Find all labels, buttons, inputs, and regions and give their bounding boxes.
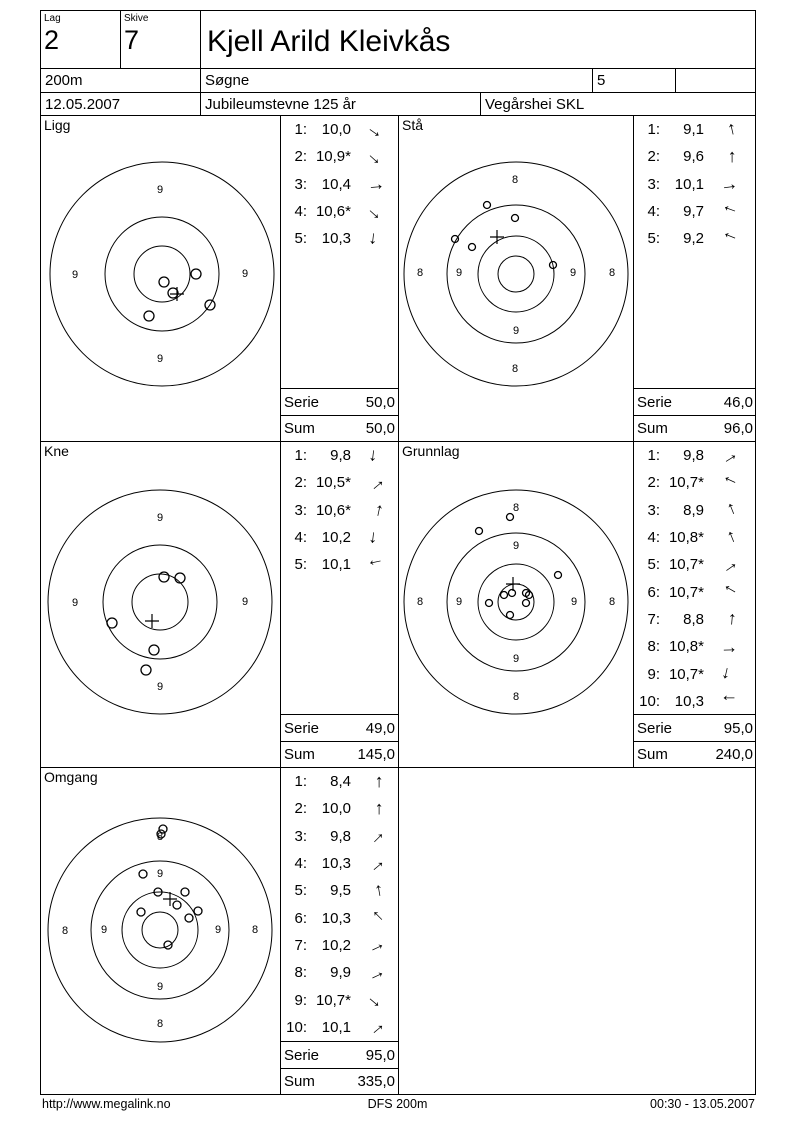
shooter-name: Kjell Arild Kleivkås [207,25,451,58]
shot-value: 10,4 [321,175,351,193]
ring-label: 9 [241,596,249,608]
sum-row [281,1068,398,1094]
serie-value: 95,0 [365,1046,395,1064]
shot-direction-arrow-icon: → [362,143,390,171]
target-cell [399,116,634,442]
ring-label: 9 [241,268,249,280]
shot-hole [484,202,491,209]
score-cell [281,768,399,1094]
score-row [634,551,756,578]
shot-value: 10,6* [315,501,351,519]
ring-label: 9 [71,597,79,609]
shot-hole [476,528,483,535]
shot-number: 5: [294,556,307,574]
shot-hole [137,908,145,916]
score-row [634,442,756,469]
shot-hole [181,888,189,896]
footer-url: http://www.megalink.no [42,1097,171,1111]
shot-number: 10: [286,1018,307,1036]
shot-hole [507,514,514,521]
score-row [634,633,756,660]
shot-value: 9,8 [330,827,351,845]
score-row [281,171,398,198]
ring-label: 8 [511,363,519,375]
shot-number: 1: [647,121,660,139]
shot-direction-arrow-icon: → [364,880,388,902]
serie-label: Serie [637,719,673,737]
target-diagram [399,116,634,442]
shot-hole [139,870,147,878]
score-row [634,578,756,605]
sum-row [634,415,756,441]
shot-number: 6: [647,583,660,601]
shot-direction-arrow-icon: → [716,442,742,469]
score-row [634,116,756,143]
shot-value: 10,1 [321,556,351,574]
score-row [634,143,756,170]
shot-direction-arrow-icon: → [362,198,390,225]
shot-direction-arrow-icon: → [719,147,739,166]
ring-label: 9 [156,681,164,693]
shot-number: 1: [294,121,307,139]
ring-label: 9 [455,596,463,608]
ring-label: 8 [511,174,519,186]
skive-label: Skive [124,13,149,24]
sum-value: 145,0 [357,746,395,763]
target-cell [41,116,281,442]
shot-hole [149,645,159,655]
shot-value: 9,5 [330,882,351,900]
score-list [281,116,398,389]
serie-label: Serie [284,1046,320,1064]
shot-direction-arrow-icon: → [717,118,741,141]
serie-row [281,714,398,741]
score-row [281,932,398,959]
shot-value: 10,3 [321,909,351,927]
shot-direction-arrow-icon: → [716,578,742,606]
score-row [281,877,398,904]
shot-number: 2: [647,474,660,492]
score-row [634,524,756,551]
score-cell [281,442,399,768]
score-row [281,225,398,252]
score-row [281,959,398,986]
sum-label: Sum [284,746,315,763]
shot-direction-arrow-icon: → [716,226,742,252]
ring-label: 9 [156,981,164,993]
score-row [281,116,398,143]
shot-direction-arrow-icon: → [364,228,388,249]
mean-point-cross [145,614,159,628]
panel-title: Ligg [44,117,71,133]
ring-label: 9 [156,184,164,196]
shot-direction-arrow-icon: → [366,799,386,818]
shot-value: 10,5* [315,474,351,492]
score-row [281,551,398,578]
shot-direction-arrow-icon: → [715,551,743,579]
shot-hole [194,907,202,915]
score-row [281,524,398,551]
shot-number: 4: [294,529,307,547]
shot-hole [175,573,185,583]
shot-number: 5: [294,882,307,900]
shot-number: 1: [647,447,660,465]
shot-direction-arrow-icon: → [716,498,742,523]
shot-number: 9: [647,665,660,683]
ring-label: 8 [156,831,164,843]
shot-value: 10,6* [315,203,351,221]
shot-number: 9: [294,991,307,1009]
sum-row [281,741,398,767]
shot-hole [191,269,201,279]
target-ring [91,861,229,999]
shot-value: 9,8 [330,447,351,465]
shot-number: 1: [294,773,307,791]
ring-label: 9 [570,596,578,608]
serie-row [281,1041,398,1068]
panel-title: Omgang [44,769,98,785]
target-cell [399,442,634,768]
shot-number: 6: [294,909,307,927]
shot-number: 2: [294,474,307,492]
shot-direction-arrow-icon: → [363,959,389,986]
shot-number: 2: [647,148,660,166]
shot-direction-arrow-icon: → [716,470,742,496]
target-ring [142,912,178,948]
ring-label: 8 [608,596,616,608]
score-cell [634,442,756,768]
panel-title: Kne [44,443,69,459]
ring-label: 8 [512,502,520,514]
ring-label: 9 [156,353,164,365]
ring-label: 9 [512,325,520,337]
serie-value: 49,0 [365,719,395,737]
serie-value: 50,0 [365,393,395,411]
shot-value: 10,7* [668,665,704,683]
target-ring [498,256,534,292]
lag-label: Lag [44,13,61,24]
shot-number: 10: [639,692,660,710]
sum-row [634,741,756,767]
shot-value: 9,8 [683,447,704,465]
score-row [281,1014,398,1041]
sum-label: Sum [284,420,315,437]
club-cell: Søgne [201,69,593,93]
score-row [281,497,398,524]
shot-value: 8,4 [330,773,351,791]
shot-hole [555,572,562,579]
score-row [281,850,398,877]
target-cell [41,442,281,768]
ring-label: 9 [569,267,577,279]
lag-value: 2 [44,25,60,55]
shot-direction-arrow-icon: → [364,527,388,548]
shot-value: 10,7* [315,991,351,1009]
date-cell: 12.05.2007 [41,93,201,116]
lag-cell [41,11,121,69]
shot-value: 10,8* [668,529,704,547]
shot-value: 10,3 [321,230,351,248]
shot-value: 9,6 [683,148,704,166]
shot-hole [501,592,508,599]
shot-value: 10,0 [321,800,351,818]
score-row [281,198,398,225]
empty-header-cell [676,69,756,93]
shot-number: 4: [294,203,307,221]
shot-hole [523,600,530,607]
target-ring [478,236,554,312]
sum-label: Sum [637,420,668,437]
shot-value: 10,7* [668,474,704,492]
shot-number: 8: [647,638,660,656]
score-row [634,606,756,633]
ring-label: 9 [71,269,79,281]
shot-hole [159,277,169,287]
score-list [634,116,756,389]
sum-value: 96,0 [723,420,753,437]
score-row [281,143,398,170]
shot-value: 10,7* [668,583,704,601]
shot-hole [507,612,514,619]
shot-direction-arrow-icon: → [720,691,738,712]
score-cell [281,116,399,442]
ring-label: 9 [512,540,520,552]
shot-direction-arrow-icon: → [362,822,390,850]
shot-number: 2: [294,148,307,166]
sum-value: 335,0 [357,1073,395,1090]
serie-row [281,388,398,415]
score-cell [634,116,756,442]
target-diagram [41,768,281,1094]
ring-label: 8 [61,925,69,937]
serie-value: 46,0 [723,393,753,411]
shot-direction-arrow-icon: → [363,932,389,959]
target-ring [122,892,198,968]
ring-label: 8 [156,1018,164,1030]
shot-value: 9,2 [683,230,704,248]
shot-direction-arrow-icon: → [362,469,390,497]
score-row [634,688,756,715]
shot-direction-arrow-icon: → [716,525,742,550]
sum-row [281,415,398,441]
sum-value: 240,0 [715,746,753,763]
shot-value: 10,0 [321,121,351,139]
shot-value: 10,7* [668,556,704,574]
shot-hole [173,901,181,909]
target-cell [41,768,281,1094]
ring-label: 8 [251,924,259,936]
ring-label: 9 [214,924,222,936]
score-row [281,442,398,469]
serie-label: Serie [284,719,320,737]
shot-number: 2: [294,800,307,818]
shot-hole [159,572,169,582]
shot-direction-arrow-icon: → [366,772,386,791]
shot-number: 5: [647,230,660,248]
target-ring [48,818,272,1042]
shot-number: 3: [647,175,660,193]
shot-number: 4: [647,203,660,221]
shot-number: 7: [294,936,307,954]
shot-hole [469,244,476,251]
result-sheet [40,10,756,1095]
score-row [281,768,398,795]
score-row [281,469,398,496]
skive-value: 7 [124,25,140,55]
mean-point-cross [506,577,520,591]
shot-value: 9,9 [330,964,351,982]
serie-label: Serie [637,393,673,411]
score-row [281,904,398,931]
page-footer [40,1097,755,1113]
shot-value: 10,1 [321,1018,351,1036]
score-row [281,795,398,822]
shot-value: 10,2 [321,936,351,954]
target-ring [447,533,585,671]
shot-number: 3: [294,175,307,193]
shot-value: 8,9 [683,501,704,519]
shot-hole [144,311,154,321]
score-row [634,497,756,524]
shot-direction-arrow-icon: → [362,986,390,1014]
score-list [634,442,756,715]
shooter-name-cell [201,11,756,69]
target-diagram [399,442,634,768]
ring-label: 8 [416,267,424,279]
shot-number: 7: [647,610,660,628]
shot-number: 5: [647,556,660,574]
shot-direction-arrow-icon: → [717,662,741,686]
shot-number: 5: [294,230,307,248]
ring-label: 9 [455,267,463,279]
ring-label: 9 [512,653,520,665]
target-ring [103,545,217,659]
shot-direction-arrow-icon: → [362,904,390,932]
score-row [634,171,756,198]
score-list [281,442,398,715]
organizer-cell: Vegårshei SKL [481,93,756,116]
shot-value: 10,8* [668,638,704,656]
mean-point-cross [490,230,504,244]
shot-hole [486,600,493,607]
shot-value: 10,3 [674,692,704,710]
shot-direction-arrow-icon: → [364,445,388,466]
shot-direction-arrow-icon: → [362,850,390,877]
shot-hole [141,665,151,675]
shot-number: 4: [647,529,660,547]
footer-discipline: DFS 200m [367,1097,428,1111]
shot-hole [509,590,516,597]
score-row [634,225,756,252]
shot-direction-arrow-icon: → [364,499,388,522]
shot-direction-arrow-icon: → [718,609,740,630]
score-row [281,823,398,850]
target-diagram [41,116,281,442]
sum-value: 50,0 [365,420,395,437]
serie-value: 95,0 [723,719,753,737]
footer-timestamp: 00:30 - 13.05.2007 [650,1097,755,1111]
shot-value: 9,7 [683,203,704,221]
serie-label: Serie [284,393,320,411]
score-row [634,198,756,225]
score-row [634,660,756,687]
sum-label: Sum [637,746,668,763]
shot-hole [512,215,519,222]
shot-direction-arrow-icon: → [365,553,387,577]
score-list [281,768,398,1041]
target-ring [478,564,554,640]
target-diagram [41,442,281,768]
shot-number: 4: [294,855,307,873]
panel-title: Stå [402,117,424,133]
score-row [281,986,398,1013]
ring-label: 9 [100,924,108,936]
shot-direction-arrow-icon: → [719,636,739,658]
shot-number: 1: [294,447,307,465]
shot-value: 10,2 [321,529,351,547]
shot-number: 3: [294,827,307,845]
shot-number: 8: [294,964,307,982]
empty-panel-area [399,768,756,1094]
shot-value: 8,8 [683,610,704,628]
shot-direction-arrow-icon: → [718,173,740,196]
ring-label: 9 [156,868,164,880]
class-cell: 5 [593,69,676,93]
distance-cell: 200m [41,69,201,93]
target-ring [105,217,219,331]
shot-value: 9,1 [683,121,704,139]
shot-hole [185,914,193,922]
target-ring [498,584,534,620]
serie-row [634,714,756,741]
ring-label: 8 [512,691,520,703]
ring-label: 8 [608,267,616,279]
skive-cell [121,11,201,69]
shot-number: 3: [294,501,307,519]
target-ring [404,490,628,714]
score-row [634,469,756,496]
target-ring [447,205,585,343]
shot-direction-arrow-icon: → [717,199,741,225]
shot-value: 10,3 [321,855,351,873]
shot-direction-arrow-icon: → [362,116,390,143]
event-cell: Jubileumstevne 125 år [201,93,481,116]
shot-value: 10,9* [315,148,351,166]
ring-label: 9 [156,512,164,524]
shot-direction-arrow-icon: → [362,1013,390,1041]
panel-title: Grunnlag [402,443,460,459]
serie-row [634,388,756,415]
shot-number: 3: [647,501,660,519]
mean-point-cross [163,892,177,906]
sum-label: Sum [284,1073,315,1090]
ring-label: 8 [416,596,424,608]
target-ring [404,162,628,386]
shot-hole [107,618,117,628]
shot-value: 10,1 [674,175,704,193]
shot-direction-arrow-icon: → [366,173,386,195]
